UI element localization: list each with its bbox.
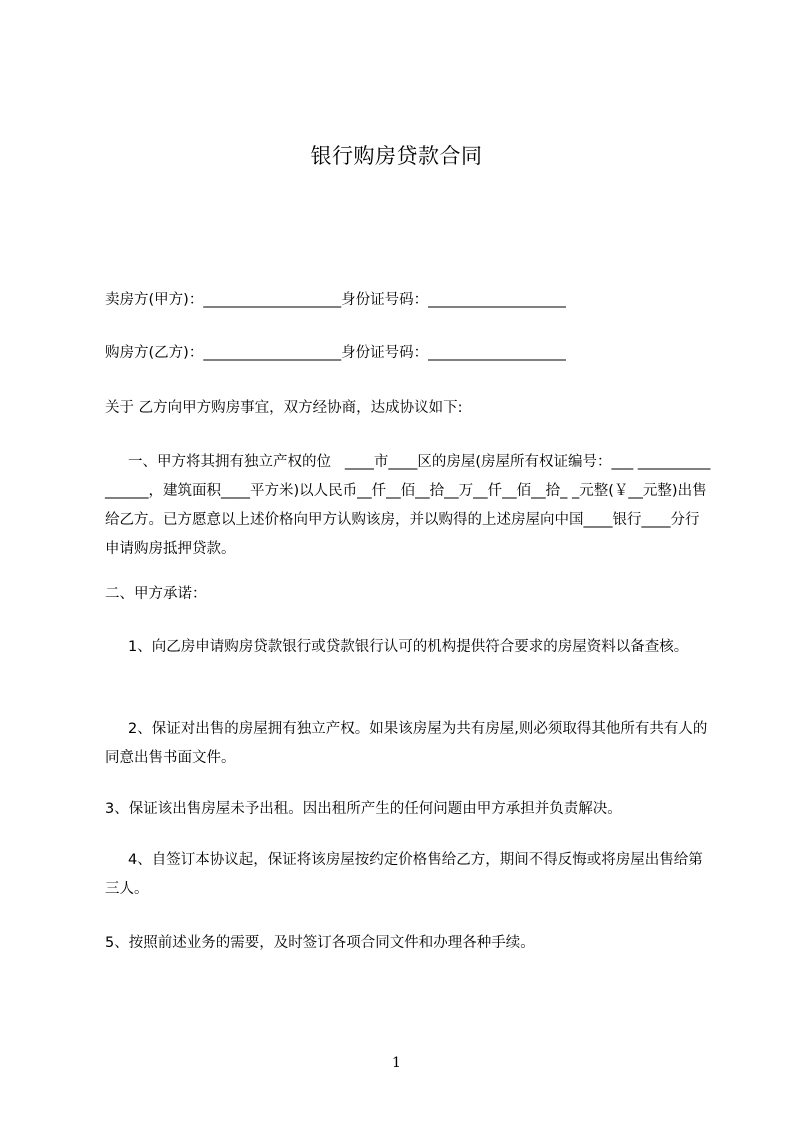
contract-title: 银行购房贷款合同 — [310, 144, 483, 168]
commitment-2: 2、保证对出售的房屋拥有独立产权。如果该房屋为共有房屋,则必须取得其他所有共有人的同意出售书面文件。 — [105, 721, 708, 766]
seller-line: 卖房方(甲方)：___________________身份证号码：___________________ — [105, 292, 566, 308]
page-number: 1 — [392, 1055, 401, 1071]
commitment-5: 5、按照前述业务的需要，及时签订各项合同文件和办理各种手续。 — [105, 935, 535, 951]
commitment-1: 1、向乙房申请购房贷款银行或贷款银行认可的机构提供符合要求的房屋资料以备查核。 — [105, 639, 689, 655]
commitment-3: 3、保证该出售房屋未予出租。因出租所产生的任何问题由甲方承担并负责解决。 — [105, 801, 622, 817]
intro-paragraph: 关于 乙方向甲方购房事宜，双方经协商，达成协议如下: — [105, 400, 463, 416]
commitment-4: 4、自签订本协议起，保证将该房屋按约定价格售给乙方，期间不得反悔或将房屋出售给第三人。 — [105, 852, 703, 897]
buyer-line: 购房方(乙方)：___________________身份证号码：___________________ — [105, 345, 566, 361]
clause-2-heading: 二、甲方承诺： — [105, 586, 207, 602]
clause-1-paragraph: 一、甲方将其拥有独立产权的位 ____市____区的房屋(房屋所有权证编号：___ ________________，建筑面积____平方米)以人民币__仟__佰__拾__万__仟__佰__拾_ _元整(￥__元整)出售给乙方。已方愿意以上述价格向甲方认购该房，并以购得的上述房屋向中国____银行____分行申请购房抵押贷款。 — [105, 454, 711, 557]
